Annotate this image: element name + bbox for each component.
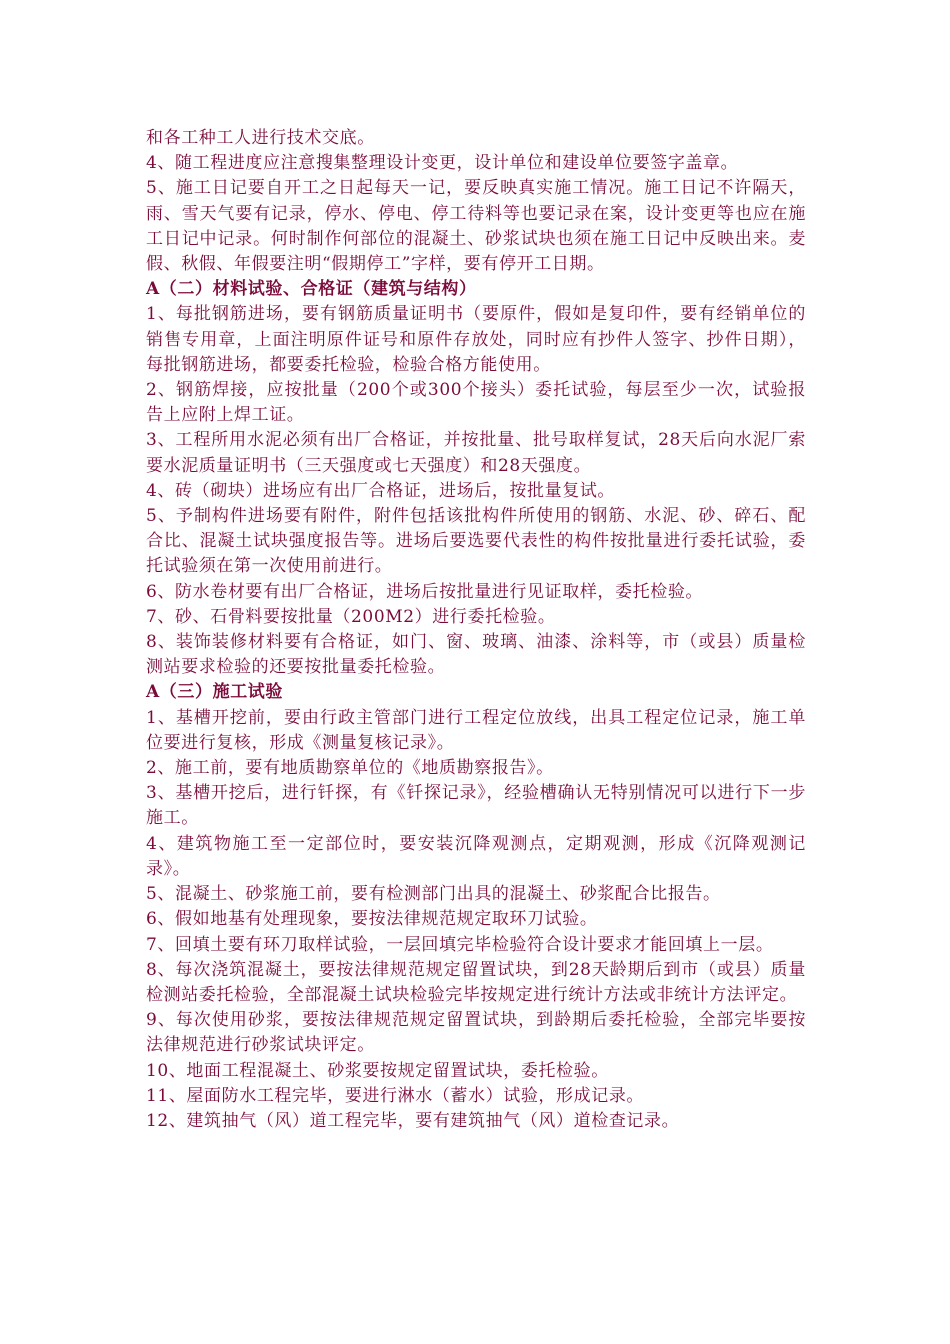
section-heading-materials: A（二）材料试验、合格证（建筑与结构）: [146, 279, 477, 300]
materials-item-2: 2、钢筋焊接，应按批量（200个或300个接头）委托试验，每层至少一次，试验报告上应附上焊工证。: [146, 380, 806, 426]
tests-item-3: 3、基槽开挖后，进行钎探，有《钎探记录》，经验槽确认无特别情况可以进行下一步施工。: [146, 783, 806, 829]
materials-item-4: 4、砖（砌块）进场应有出厂合格证，进场后，按批量复试。: [146, 480, 616, 501]
materials-item-8: 8、装饰装修材料要有合格证，如门、窗、玻璃、油漆、涂料等，市（或县）质量检测站要求检验的还要按批量委托检验。: [146, 632, 806, 678]
tests-item-1: 1、基槽开挖前，要由行政主管部门进行工程定位放线，出具工程定位记录，施工单位要进行复核，形成《测量复核记录》。: [146, 707, 806, 753]
tests-item-2: 2、施工前，要有地质勘察单位的《地质勘察报告》。: [146, 758, 554, 779]
tests-item-12: 12、建筑抽气（风）道工程完毕，要有建筑抽气（风）道检查记录。: [146, 1110, 680, 1131]
tests-item-8: 8、每次浇筑混凝土，要按法律规范规定留置试块，到28天龄期后到市（或县）质量检测站委托检验，全部混凝土试块检验完毕按规定进行统计方法或非统计方法评定。: [146, 959, 806, 1005]
paragraph-intro-continued: 和各工种工人进行技术交底。: [146, 128, 375, 148]
materials-item-3: 3、工程所用水泥必须有出厂合格证，并按批量、批号取样复试，28天后向水泥厂索要水泥质量证明书（三天强度或七天强度）和28天强度。: [146, 430, 806, 476]
tests-item-10: 10、地面工程混凝土、砂浆要按规定留置试块，委托检验。: [146, 1060, 609, 1081]
materials-item-6: 6、防水卷材要有出厂合格证，进场后按批量进行见证取样，委托检验。: [146, 581, 704, 602]
materials-item-7: 7、砂、石骨料要按批量（200M2）进行委托检验。: [146, 606, 556, 627]
section-heading-construction-tests: A（三）施工试验: [146, 682, 283, 703]
document-page: [146, 126, 806, 1134]
tests-item-9: 9、每次使用砂浆，要按法律规范规定留置试块，到龄期后委托检验，全部完毕要按法律规范进行砂浆试块评定。: [146, 1010, 806, 1056]
paragraph-item-4: 4、随工程进度应注意搜集整理设计变更，设计单位和建设单位要签字盖章。: [146, 153, 739, 174]
tests-item-7: 7、回填土要有环刀取样试验，一层回填完毕检验符合设计要求才能回填上一层。: [146, 934, 774, 955]
tests-item-6: 6、假如地基有处理现象，要按法律规范规定取环刀试验。: [146, 909, 598, 930]
paragraph-item-5: 5、施工日记要自开工之日起每天一记，要反映真实施工情况。施工日记不许隔天，雨、雪天气要有记录，停水、停电、停工待料等也要记录在案，设计变更等也应在施工日记中记录。何时制作何部位的混凝土、砂浆试块也须在施工日记中反映出来。麦假、秋假、年假要注明“假期停工”字样，要有停开工日期。: [146, 178, 806, 275]
tests-item-5: 5、混凝土、砂浆施工前，要有检测部门出具的混凝土、砂浆配合比报告。: [146, 884, 721, 905]
tests-item-4: 4、建筑物施工至一定部位时，要安装沉降观测点，定期观测，形成《沉降观测记录》。: [146, 833, 806, 879]
materials-item-5: 5、予制构件进场要有附件，附件包括该批构件所使用的钢筋、水泥、砂、碎石、配合比、混凝土试块强度报告等。进场后要选要代表性的构件按批量进行委托试验，委托试验须在第一次使用前进行。: [146, 506, 806, 577]
materials-item-1: 1、每批钢筋进场，要有钢筋质量证明书（要原件，假如是复印件，要有经销单位的销售专用章，上面注明原件证号和原件存放处，同时应有抄件人签字、抄件日期），每批钢筋进场，都要委托检验，检验合格方能使用。: [146, 304, 806, 375]
tests-item-11: 11、屋面防水工程完毕，要进行淋水（蓄水）试验，形成记录。: [146, 1085, 645, 1106]
